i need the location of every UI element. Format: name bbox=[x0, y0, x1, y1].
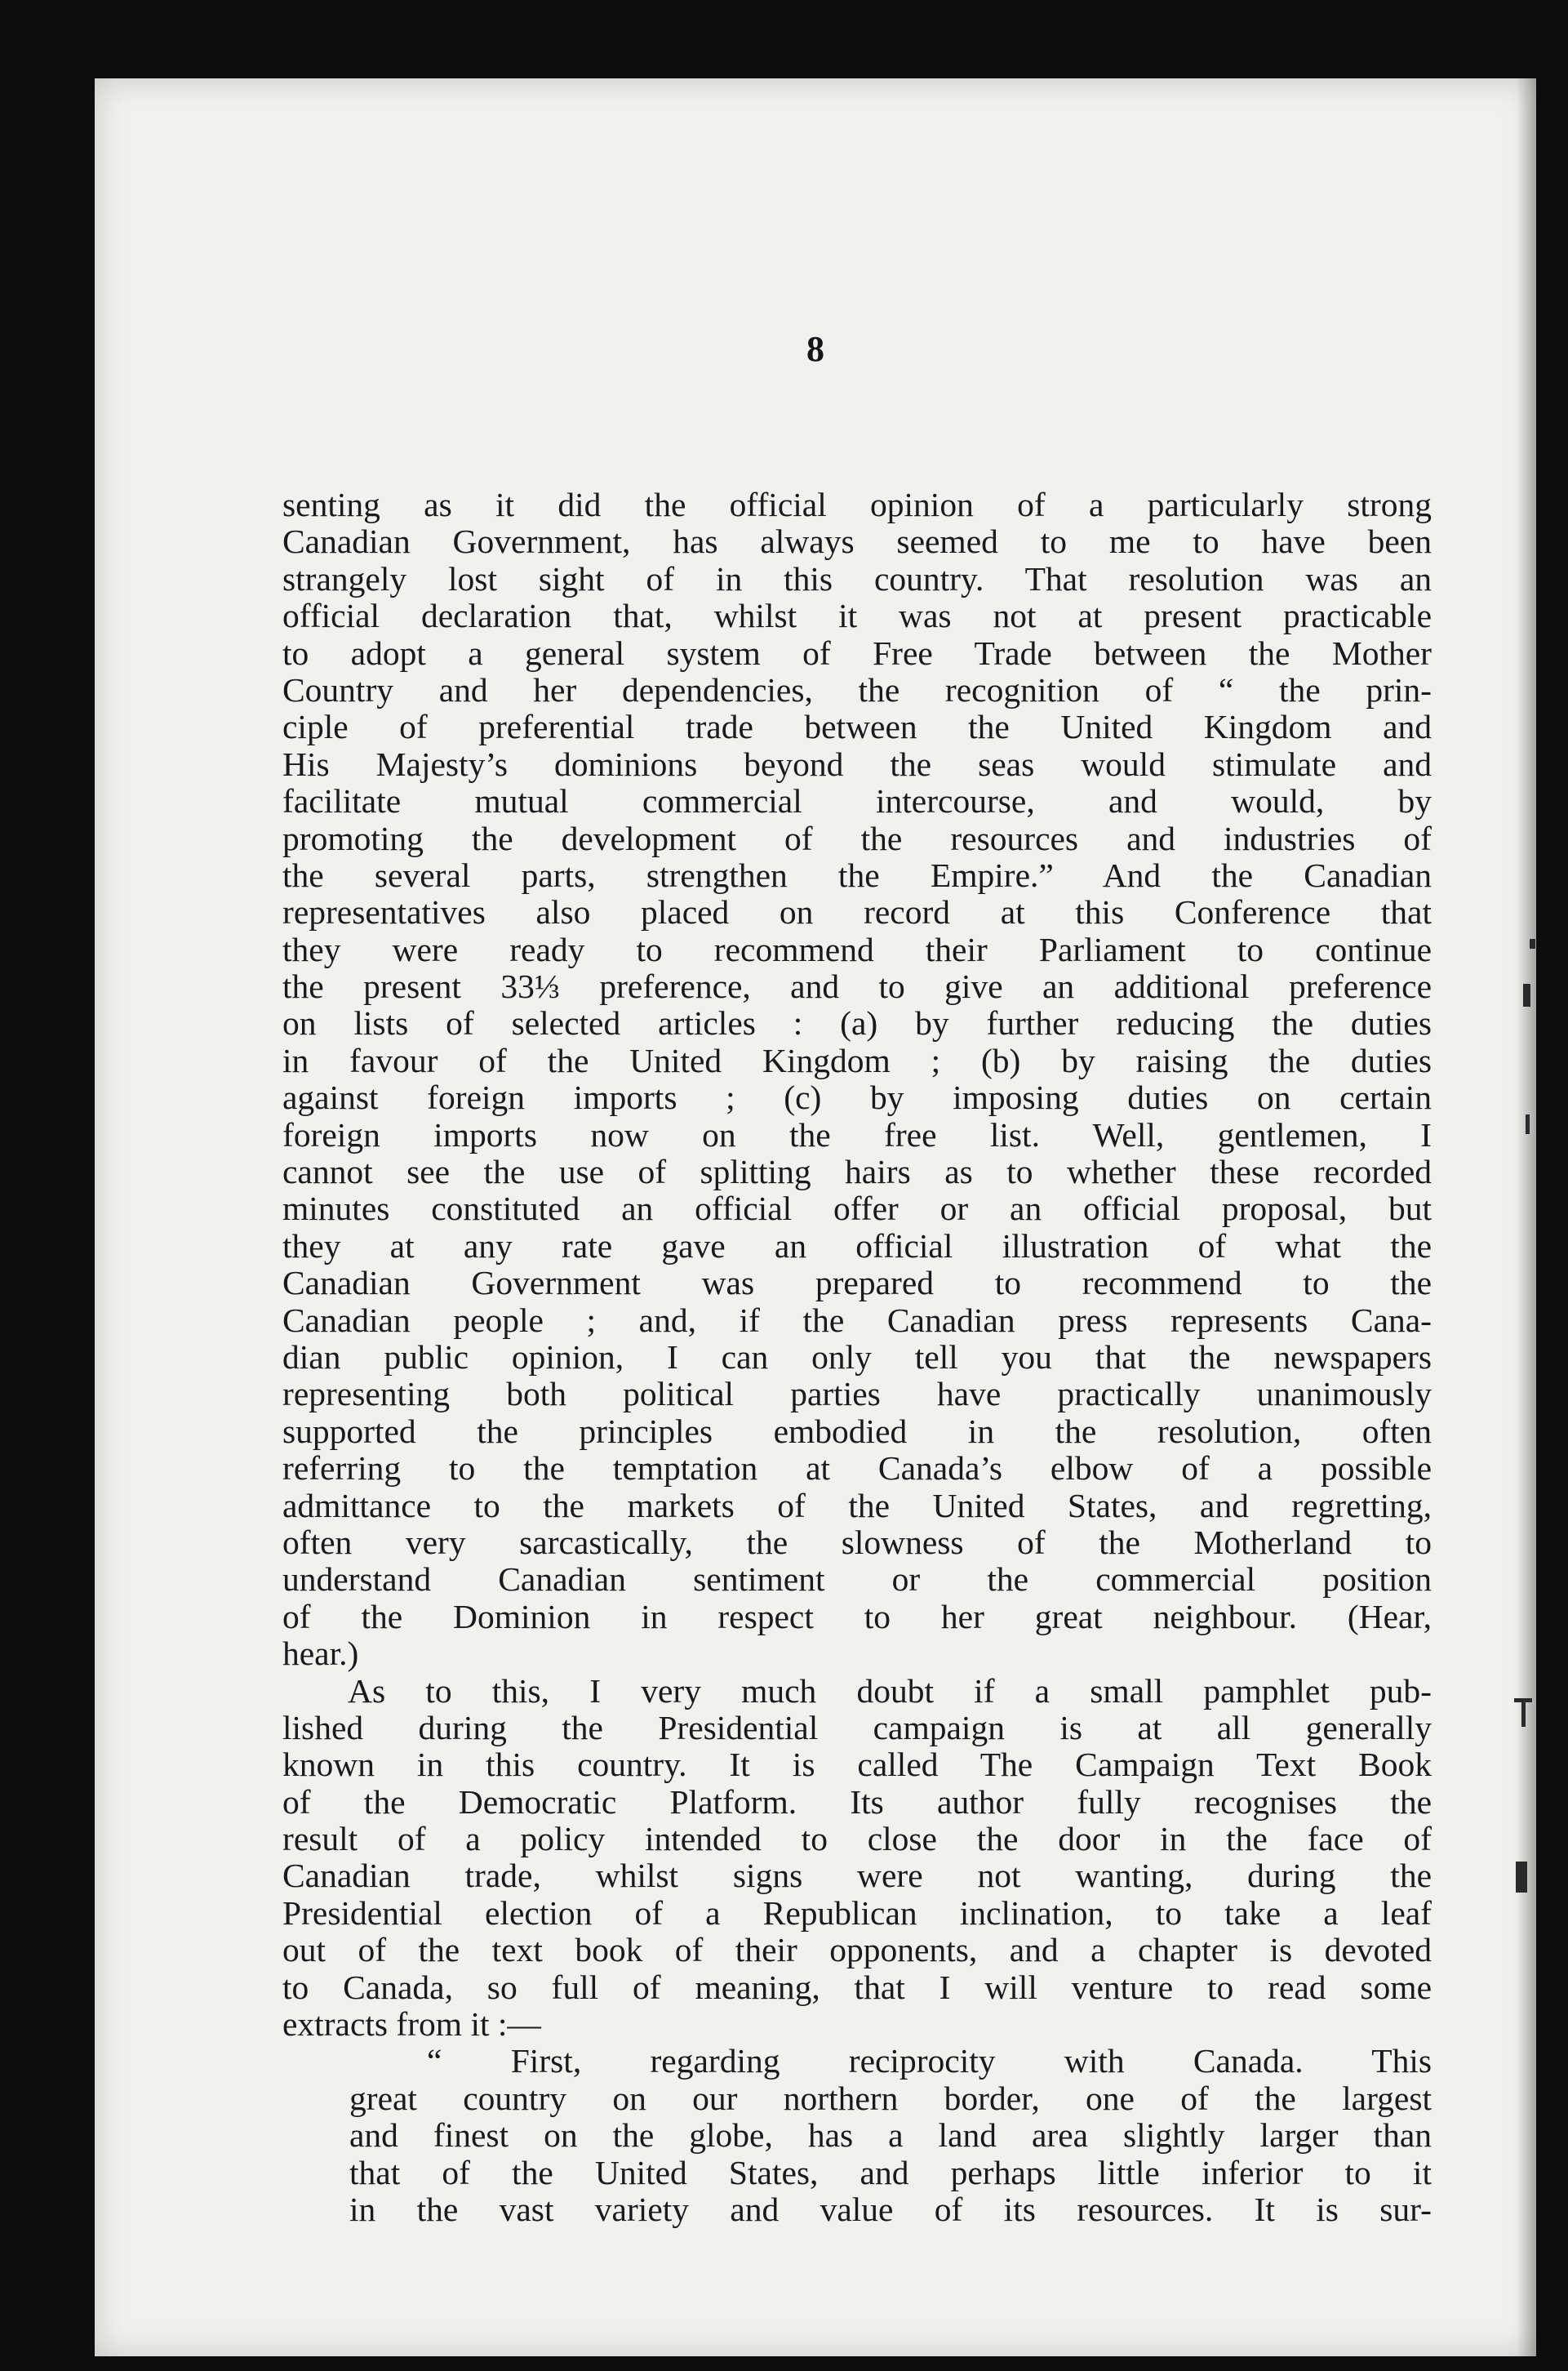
text-line: in favour of the United Kingdom ; (b) by raising the duties bbox=[282, 1041, 1432, 1079]
text-line: out of the text book of their opponents, and a chapter is devoted bbox=[282, 1931, 1432, 1969]
text-line: admittance to the markets of the United States, and regretting, bbox=[282, 1486, 1432, 1524]
text-line: His Majesty’s dominions beyond the seas would stimulate and bbox=[282, 745, 1432, 783]
text-line: Canadian trade, whilst signs were not wanting, during the bbox=[282, 1857, 1432, 1895]
text-line: they at any rate gave an official illustration of what the bbox=[282, 1226, 1432, 1265]
text-line: Presidential election of a Republican inclination, to take a leaf bbox=[282, 1893, 1432, 1932]
text-line: As to this, I very much doubt if a small pamphlet pub- bbox=[348, 1671, 1432, 1710]
text-line: facilitate mutual commercial intercourse, and would, by bbox=[282, 782, 1432, 821]
text-line: Country and her dependencies, the recognition of “ the prin- bbox=[282, 670, 1432, 709]
text-line: representing both political parties have practically unanimously bbox=[282, 1375, 1432, 1413]
text-line: official declaration that, whilst it was not at present practicable bbox=[282, 597, 1432, 635]
text-line: lished during the Presidential campaign is at all generally bbox=[282, 1708, 1432, 1746]
text-line: Canadian Government, has always seemed to me to have been bbox=[282, 523, 1432, 561]
text-line: promoting the development of the resources and industries of bbox=[282, 819, 1432, 857]
quote-line: in the vast variety and value of its resources. It is sur- bbox=[349, 2190, 1432, 2228]
quote-line: “ First, regarding reciprocity with Canada. This bbox=[427, 2042, 1432, 2080]
text-line: known in this country. It is called The Campaign Text Book bbox=[282, 1746, 1432, 1784]
text-line: Canadian Government was prepared to recommend to the bbox=[282, 1264, 1432, 1302]
text-line: foreign imports now on the free list. Well, gentlemen, I bbox=[282, 1115, 1432, 1154]
text-line: supported the principles embodied in the resolution, often bbox=[282, 1412, 1432, 1450]
margin-mark bbox=[1526, 1114, 1530, 1134]
scanned-page bbox=[95, 78, 1536, 2356]
text-line: referring to the temptation at Canada’s elbow of a possible bbox=[282, 1449, 1432, 1488]
margin-mark bbox=[1523, 984, 1530, 1007]
quote-line: that of the United States, and perhaps little inferior to it bbox=[349, 2153, 1432, 2191]
text-line: the several parts, strengthen the Empire.” And the Canadian bbox=[282, 856, 1432, 894]
page-text bbox=[282, 487, 1432, 2228]
text-line: to Canada, so full of meaning, that I will venture to read some bbox=[282, 1968, 1432, 2006]
quote-line: great country on our northern border, one of the largest bbox=[349, 2079, 1432, 2117]
text-line: against foreign imports ; (c) by imposing duties on certain bbox=[282, 1079, 1432, 1117]
page-number: 8 bbox=[806, 329, 824, 369]
margin-mark bbox=[1530, 939, 1535, 949]
page-edge-shadow bbox=[1517, 78, 1536, 2356]
text-line: dian public opinion, I can only tell you that the newspapers bbox=[282, 1337, 1432, 1376]
text-line: often very sarcastically, the slowness of the Motherland to bbox=[282, 1523, 1432, 1561]
margin-mark bbox=[1521, 1702, 1526, 1727]
text-line: ciple of preferential trade between the United Kingdom and bbox=[282, 708, 1432, 746]
text-line: result of a policy intended to close the door in the face of bbox=[282, 1820, 1432, 1858]
quote-line: and finest on the globe, has a land area slightly larger than bbox=[349, 2116, 1432, 2155]
text-line: on lists of selected articles : (a) by further reducing the duties bbox=[282, 1004, 1432, 1043]
text-line: the present 33⅓ preference, and to give an additional preference bbox=[282, 968, 1432, 1006]
text-line: Canadian people ; and, if the Canadian press represents Cana- bbox=[282, 1301, 1432, 1339]
paragraph-2 bbox=[282, 1673, 1432, 2044]
margin-mark bbox=[1516, 1862, 1527, 1893]
text-line: strangely lost sight of in this country. That resolution was an bbox=[282, 559, 1432, 598]
text-line: they were ready to recommend their Parliament to continue bbox=[282, 930, 1432, 968]
text-line: to adopt a general system of Free Trade between the Mother bbox=[282, 634, 1432, 672]
text-line: minutes constituted an official offer or an official proposal, but bbox=[282, 1190, 1432, 1228]
text-line: senting as it did the official opinion of a particularly strong bbox=[282, 486, 1432, 523]
text-line: extracts from it :— bbox=[282, 2005, 541, 2044]
text-line: representatives also placed on record at this Conference that bbox=[282, 893, 1432, 932]
text-line: of the Democratic Platform. Its author fully recognises the bbox=[282, 1782, 1432, 1821]
text-line: of the Dominion in respect to her great neighbour. (Hear, bbox=[282, 1597, 1432, 1635]
paragraph-1 bbox=[282, 487, 1432, 1673]
text-line: hear.) bbox=[282, 1635, 359, 1673]
text-line: understand Canadian sentiment or the commercial position bbox=[282, 1560, 1432, 1599]
text-line: cannot see the use of splitting hairs as to whether these recorded bbox=[282, 1153, 1432, 1191]
block-quote bbox=[282, 2043, 1432, 2228]
